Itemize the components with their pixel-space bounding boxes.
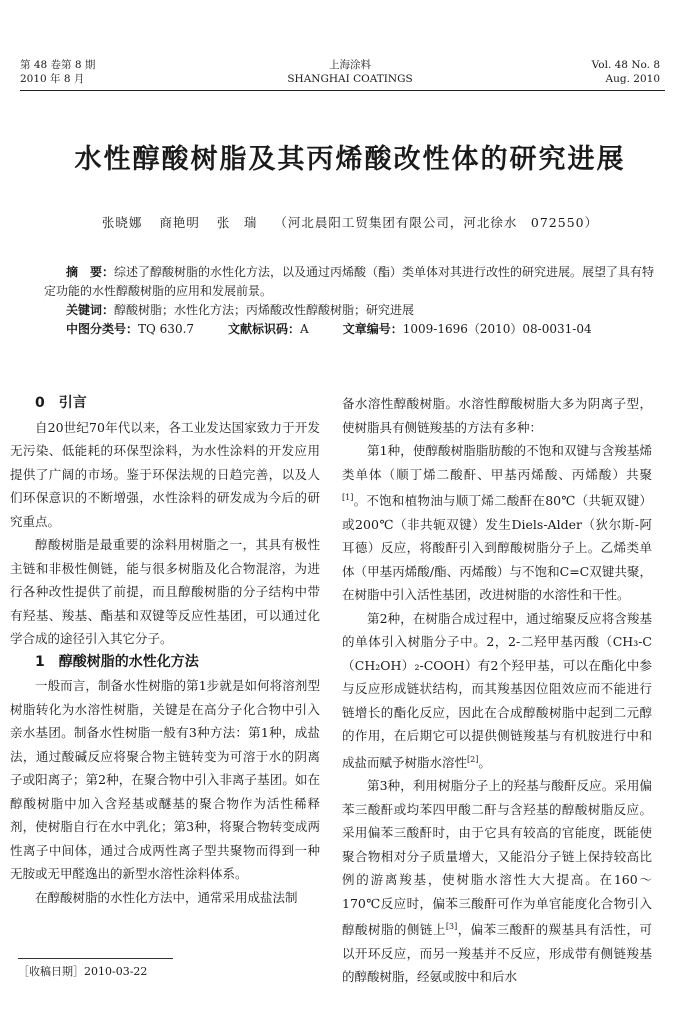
section-heading-introduction: 0 引言: [35, 395, 87, 411]
author-name: 张 瑞: [216, 215, 258, 230]
citation-ref: [1]: [342, 493, 354, 502]
left-column: [10, 392, 320, 909]
article-number: 文章编号：1009-1696（2010）08-0031-04: [342, 322, 592, 336]
footnote-rule: [18, 958, 173, 959]
classification-line: [66, 320, 656, 339]
author-name: 张晓娜: [101, 215, 143, 230]
author-line: [0, 213, 700, 231]
paragraph: 一般而言，制备水性树脂的第1步就是如何将溶剂型树脂转化为水溶性树脂，关键是在高分子化合物中引入亲水基团。制备水性树脂一般有3种方法：第1种，成盐法，通过酸碱反应将聚合物主链转变为可溶于水的阴离子或阳离子；第2种，在聚合物中引入非离子基团。如在醇酸树脂中加入含羟基或醚基的聚合物作为活性稀释剂，使树脂自行在水中乳化；第3种，将聚合物转变成两性离子中间体，通过合成两性离子型共聚物而得到一种无胺或无甲醛逸出的新型水溶性涂料体系。: [10, 678, 320, 881]
abstract-text: 综述了醇酸树脂的水性化方法，以及通过丙烯酸（酯）类单体对其进行改性的研究进展。展望了具有特定功能的水性醇酸树脂的应用和发展前景。: [44, 265, 655, 298]
paragraph: 自20世纪70年代以来，各工业发达国家致力于开发无污染、低能耗的环保型涂料，为水性涂料的开发应用提供了广阔的市场。鉴于环保法规的日趋完善，以及人们环保意识的不断增强，水性涂料的研发成为今后的研究重点。: [10, 419, 320, 529]
author-name: 商艳明: [159, 215, 200, 230]
abstract-label: 摘 要：: [66, 265, 115, 279]
abstract: [44, 263, 656, 301]
document-code: 文献标识码：A: [228, 322, 309, 336]
received-date-footnote: ［收稿日期］2010-03-22: [18, 965, 148, 978]
paragraph: 第1种，使醇酸树脂脂肪酸的不饱和双键与含羧基烯类单体（顺丁烯二酸酐、甲基丙烯酸、丙烯酸）共聚[1]。不饱和植物油与顺丁烯二酸酐在80℃（共轭双键）或200℃（非共轭双键）发生Diels-Alder（狄尔斯-阿耳德）反应，将酸酐引入到醇酸树脂分子上。乙烯类单体（甲基丙烯酸/酯、丙烯酸）与不饱和C=C双键共聚，在树脂中引入活性基团，改进树脂的水溶性和干性。: [342, 443, 652, 603]
citation-ref: [3]: [445, 922, 458, 932]
clc-code: 中图分类号：TQ 630.7: [66, 322, 195, 336]
paragraph: 第3种，利用树脂分子上的羟基与酸酐反应。采用偏苯三酸酐或均苯四甲酸二酐与含羟基的醇酸树脂反应。采用偏苯三酸酐时，由于它具有较高的官能度，既能使聚合物相对分子质量增大，又能沿分子链上保持较高比例的游离羧基，使树脂水溶性大大提高。在160～170℃反应时，偏苯三酸酐可作为单官能度化合物引入醇酸树脂的侧链上[3]，偏苯三酸酐的羰基具有活性，可以开环反应，而另一羧基并不反应，形成带有侧链羧基的醇酸树脂，经氨或胺中和后水: [342, 778, 652, 985]
paper-title: 水性醇酸树脂及其丙烯酸改性体的研究进展: [74, 144, 626, 175]
keywords-text: 醇酸树脂；水性化方法；丙烯酸改性醇酸树脂；研究进展: [114, 303, 415, 317]
paragraph: 在醇酸树脂的水性化方法中，通常采用成盐法制: [35, 889, 298, 905]
keywords-label: 关键词：: [66, 303, 115, 317]
citation-ref: [2]: [467, 754, 479, 764]
author-affiliation: （河北晨阳工贸集团有限公司，河北徐水 072550）: [274, 215, 599, 230]
abstract-block: [44, 263, 656, 339]
keywords: [44, 301, 656, 320]
journal-volume-cn: 第 48 卷第 8 期 2010 年 8 月: [20, 59, 96, 85]
journal-volume-en: Vol. 48 No. 8 Aug. 2010: [591, 59, 660, 85]
journal-name: 上海涂料 SHANGHAI COATINGS: [287, 59, 413, 85]
header-rule: [20, 90, 665, 91]
right-column: [342, 392, 652, 989]
paragraph: 备水溶性醇酸树脂。水溶性醇酸树脂大多为阴离子型，使树脂具有侧链羧基的方法有多种：: [342, 396, 652, 435]
section-heading-waterborne-methods: 1 醇酸树脂的水性化方法: [35, 653, 199, 670]
paragraph: 第2种，在树脂合成过程中，通过缩聚反应将含羧基的单体引入树脂分子中。2，2-二羟甲基丙酸（CH₃-C（CH₂OH）₂-COOH）有2个羟甲基，可以在酯化中参与反应形成链状结构，而其羧基因位阻效应而不能进行链增长的酯化反应，因此在合成醇酸树脂中起到二元醇的作用，在后期它可以提供侧链羧基与有机胺进行中和成盐而赋予树脂水溶性[2]。: [342, 610, 652, 770]
paragraph: 醇酸树脂是最重要的涂料用树脂之一，其具有极性主链和非极性侧链，能与很多树脂及化合物混溶，为进行各种改性提供了前提，而且醇酸树脂的分子结构中带有羟基、羧基、酯基和双键等反应性基团，可以通过化学合成的途径引入其它分子。: [10, 537, 320, 646]
